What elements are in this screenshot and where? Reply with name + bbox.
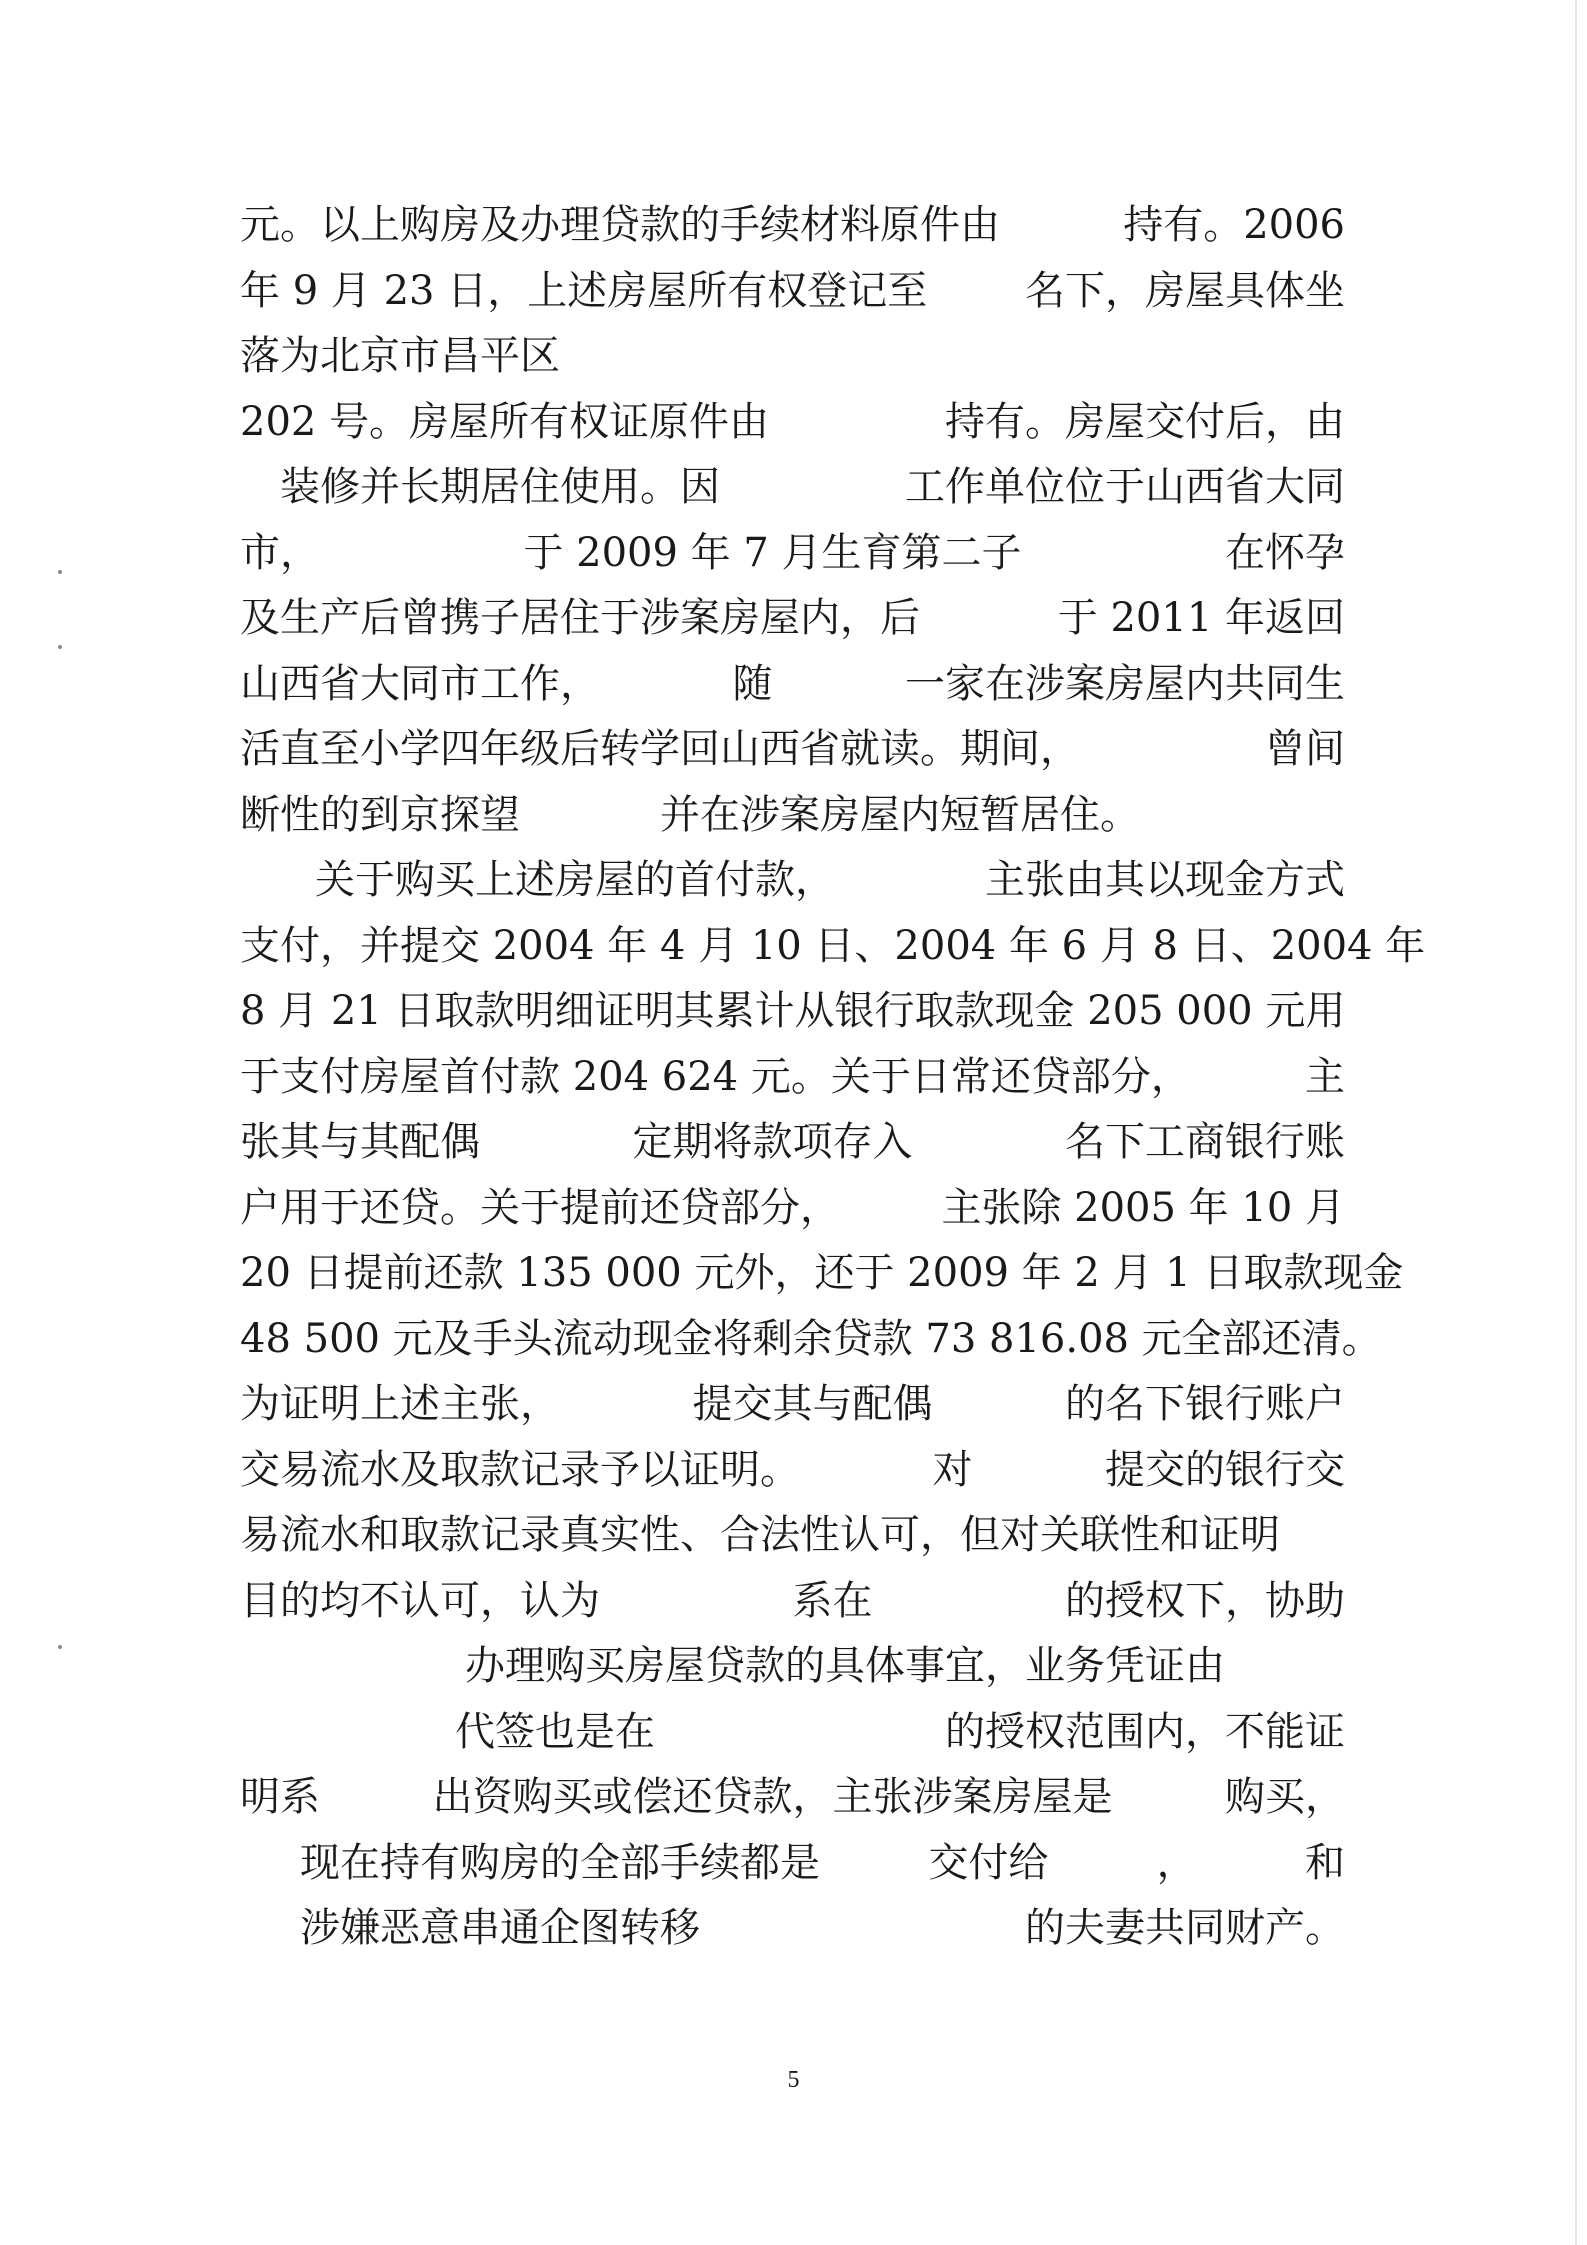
text-line <box>240 717 1345 783</box>
text-segment: 于支付房屋首付款 204 624 元。关于日常还贷部分， <box>240 1053 1191 1100</box>
text-line <box>240 783 1345 849</box>
text-segment: 元。以上购房及办理贷款的手续材料原件由 <box>240 202 1000 248</box>
text-segment: 随 <box>732 660 773 707</box>
text-segment: 易流水和取款记录真实性、合法性认可，但对关联性和证明 <box>240 1512 1280 1558</box>
text-line <box>240 1569 1345 1635</box>
text-segment: 在怀孕 <box>1224 529 1345 576</box>
text-segment: 定期将款项存入 <box>632 1119 913 1165</box>
text-line <box>240 1110 1345 1176</box>
text-segment: 的名下银行账户 <box>1065 1381 1345 1427</box>
text-line <box>240 193 1345 259</box>
text-segment: 目的均不认可，认为 <box>240 1577 600 1624</box>
text-segment: 工作单位位于山西省大同 <box>905 464 1345 510</box>
text-segment: 交易流水及取款记录予以证明。 <box>240 1446 800 1493</box>
text-line <box>240 979 1345 1045</box>
text-line <box>240 1176 1345 1242</box>
text-line <box>240 1045 1345 1111</box>
text-segment: 办理购买房屋贷款的具体事宜，业务凭证由 <box>465 1643 1225 1689</box>
text-line <box>240 259 1345 325</box>
scan-mark <box>58 570 62 574</box>
text-segment: 曾间 <box>1265 726 1345 772</box>
text-segment: 关于购买上述房屋的首付款， <box>315 857 835 903</box>
text-segment: 于 2009 年 7 月生育第二子 <box>523 529 1022 576</box>
scan-mark <box>58 645 62 649</box>
text-segment: 及生产后曾携子居住于涉案房屋内，后 <box>240 595 920 641</box>
text-segment: 名下，房屋具体坐 <box>1025 267 1345 314</box>
text-segment: 主张由其以现金方式 <box>985 857 1345 903</box>
text-line <box>240 455 1345 521</box>
text-line <box>240 521 1345 587</box>
page-number: 5 <box>787 2067 800 2093</box>
text-segment: 并在涉案房屋内短暂居住。 <box>660 791 1140 838</box>
text-line <box>240 1438 1345 1504</box>
text-segment: 现在持有购房的全部手续都是 <box>300 1839 820 1886</box>
scan-mark <box>58 1645 62 1649</box>
text-segment: 20 日提前还款 135 000 元外，还于 2009 年 2 月 1 日取款现金 <box>240 1250 1404 1296</box>
text-segment: 202 号。房屋所有权证原件由 <box>240 398 770 445</box>
text-segment: 系在 <box>792 1577 873 1624</box>
text-segment: 主 <box>1305 1053 1345 1100</box>
text-line <box>240 914 1426 980</box>
text-line <box>240 848 1345 914</box>
text-line <box>240 1896 1345 1962</box>
text-segment: 交付给 <box>928 1839 1049 1886</box>
text-segment: 和 <box>1304 1839 1345 1886</box>
text-segment: 对 <box>932 1446 973 1493</box>
text-line <box>240 1634 1345 1700</box>
text-line <box>240 586 1345 652</box>
text-segment: 断性的到京探望 <box>240 791 520 838</box>
text-segment: 8 月 21 日取款明细证明其累计从银行取款现金 205 000 元用 <box>240 988 1346 1034</box>
page-edge <box>1575 0 1577 2245</box>
text-segment: 提交的银行交 <box>1105 1446 1345 1493</box>
text-segment: 活直至小学四年级后转学回山西省就读。期间， <box>240 726 1080 772</box>
text-segment: 的夫妻共同财产。 <box>1025 1905 1345 1951</box>
text-segment: ， <box>1156 1839 1197 1886</box>
text-segment: 张其与其配偶 <box>240 1119 480 1165</box>
text-segment: 主张除 2005 年 10 月 <box>941 1184 1345 1231</box>
text-line <box>240 1831 1345 1897</box>
text-segment: 48 500 元及手头流动现金将剩余贷款 73 816.08 元全部还清。 <box>240 1315 1382 1362</box>
text-segment: 提交其与配偶 <box>692 1381 933 1427</box>
text-segment: 支付，并提交 2004 年 4 月 10 日、2004 年 6 月 8 日、2004 年 <box>240 922 1426 969</box>
text-segment: 为证明上述主张， <box>240 1381 560 1427</box>
text-segment: 持有。2006 <box>1123 202 1345 248</box>
text-segment: 持有。房屋交付后，由 <box>945 398 1345 445</box>
text-segment: 的授权下，协助 <box>1065 1577 1345 1624</box>
text-segment: 涉嫌恶意串通企图转移 <box>300 1905 700 1951</box>
text-segment: 购买， <box>1225 1774 1345 1820</box>
document-body <box>240 193 1426 1962</box>
text-line <box>240 1241 1404 1307</box>
text-segment: 山西省大同市工作， <box>240 660 600 707</box>
text-segment: 的授权范围内，不能证 <box>945 1708 1345 1755</box>
text-segment: 装修并长期居住使用。因 <box>280 464 720 510</box>
text-segment: 年 9 月 23 日，上述房屋所有权登记至 <box>240 267 928 314</box>
text-segment: 市， <box>240 529 320 576</box>
text-segment: 一家在涉案房屋内共同生 <box>905 660 1345 707</box>
text-segment: 于 2011 年返回 <box>1057 595 1345 641</box>
text-line <box>240 390 1345 456</box>
text-line <box>240 324 1345 390</box>
text-line <box>240 1307 1382 1373</box>
text-segment: 落为北京市昌平区 <box>240 333 560 379</box>
text-line <box>240 1700 1345 1766</box>
text-segment: 代签也是在 <box>455 1708 655 1755</box>
text-segment: 出资购买或偿还贷款，主张涉案房屋是 <box>432 1774 1113 1820</box>
text-segment: 明系 <box>240 1774 320 1820</box>
text-segment: 名下工商银行账 <box>1065 1119 1345 1165</box>
text-segment: 户用于还贷。关于提前还贷部分， <box>240 1184 840 1231</box>
text-line <box>240 1503 1345 1569</box>
text-line <box>240 1765 1345 1831</box>
text-line <box>240 1372 1345 1438</box>
text-line <box>240 652 1345 718</box>
